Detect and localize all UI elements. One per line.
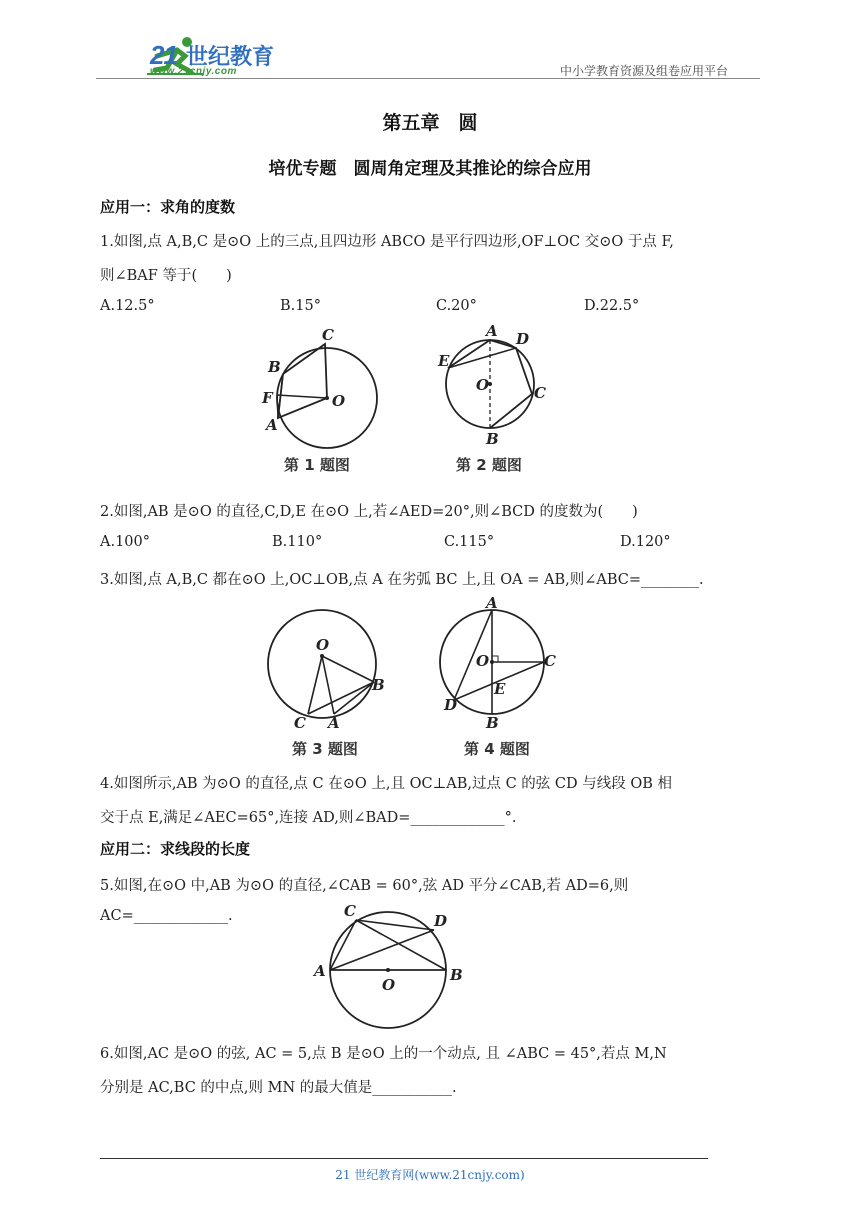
logo-number: 21: [150, 40, 177, 70]
figure-3-diagram: [262, 600, 392, 734]
question-4-line-1: 4.如图所示,AB 为⊙O 的直径,点 C 在⊙O 上,且 OC⊥AB,过点 C 的弦 CD 与线段 OB 相: [100, 776, 672, 792]
figure-1-caption: 第 1 题图: [284, 456, 350, 474]
question-6-line-2: 分别是 AC,BC 的中点,则 MN 的最大值是___________.: [100, 1080, 457, 1096]
figure-4-label-a: A: [486, 596, 498, 612]
section-heading-lengths: 应用二：求线段的长度: [100, 840, 251, 858]
figure-3-caption: 第 3 题图: [292, 740, 358, 758]
question-2-option-c: C.115°: [444, 534, 495, 550]
figure-5-label-b: B: [450, 966, 463, 984]
question-5-line-1: 5.如图,在⊙O 中,AB 为⊙O 的直径,∠CAB = 60°,弦 AD 平分∠CAB,若 AD=6,则: [100, 878, 629, 894]
figure-4-diagram: [436, 596, 566, 734]
logo-text: 世纪教育: [186, 45, 275, 70]
figure-1-label-f: F: [262, 389, 273, 407]
footer-link[interactable]: 21 世纪教育网(www.21cnjy.com): [335, 1168, 525, 1182]
question-1-line-2: 则∠BAF 等于( ): [100, 268, 232, 284]
question-3-line-1: 3.如图,点 A,B,C 都在⊙O 上,OC⊥OB,点 A 在劣弧 BC 上,且 OA = AB,则∠ABC=________.: [100, 572, 704, 588]
question-2-option-d: D.120°: [620, 534, 671, 550]
figure-2-diagram: [432, 322, 562, 450]
figure-5-label-c: C: [344, 902, 356, 920]
figure-4-label-b: B: [486, 714, 499, 732]
question-2-line-1: 2.如图,AB 是⊙O 的直径,C,D,E 在⊙O 上,若∠AED=20°,则∠BCD 的度数为( ): [100, 504, 638, 520]
logo-url: www.21cnjy.com: [150, 66, 237, 77]
chapter-title: 第五章 圆: [382, 112, 478, 134]
question-2-option-b: B.110°: [272, 534, 323, 550]
figure-2-label-b: B: [486, 430, 499, 448]
question-2-option-a: A.100°: [100, 534, 151, 550]
figure-1-label-b: B: [268, 358, 281, 376]
question-5-line-2: AC=_____________.: [100, 908, 233, 924]
figure-2-label-d: D: [516, 330, 530, 348]
figure-2-label-a: A: [486, 322, 498, 340]
figure-3-label-o: O: [316, 636, 330, 654]
figure-2-caption: 第 2 题图: [456, 456, 522, 474]
figure-5-label-a: A: [314, 962, 326, 980]
figure-3-label-c: C: [294, 714, 306, 732]
figure-1-diagram: [250, 322, 390, 450]
figure-4-label-o: O: [476, 652, 490, 670]
figure-4-label-c: C: [544, 652, 556, 670]
question-1-option-c: C.20°: [436, 298, 477, 314]
question-6-line-1: 6.如图,AC 是⊙O 的弦, AC = 5,点 B 是⊙O 上的一个动点, 且 ∠ABC = 45°,若点 M,N: [100, 1046, 667, 1062]
figure-5-label-d: D: [434, 912, 448, 930]
question-1-option-a: A.12.5°: [100, 298, 155, 314]
figure-3-label-b: B: [372, 676, 385, 694]
page-subtitle: 培优专题 圆周角定理及其推论的综合应用: [268, 159, 592, 179]
footer-divider: [100, 1158, 708, 1159]
figure-1-label-c: C: [322, 326, 334, 344]
figure-2-label-o: O: [476, 376, 490, 394]
question-4-line-2: 交于点 E,满足∠AEC=65°,连接 AD,则∠BAD=_____________°.: [100, 810, 517, 826]
figure-1-label-a: A: [266, 416, 278, 434]
figure-5-diagram: [308, 898, 468, 1030]
figure-4-label-d: D: [444, 696, 458, 714]
figure-1-label-o: O: [332, 392, 346, 410]
figure-4-caption: 第 4 题图: [464, 740, 530, 758]
question-1-line-1: 1.如图,点 A,B,C 是⊙O 上的三点,且四边形 ABCO 是平行四边形,OF⊥OC 交⊙O 于点 F,: [100, 234, 674, 250]
question-1-option-b: B.15°: [280, 298, 321, 314]
section-heading-angles: 应用一：求角的度数: [100, 198, 236, 216]
question-1-option-d: D.22.5°: [584, 298, 640, 314]
figure-4-label-e: E: [494, 680, 506, 698]
figure-2-label-c: C: [534, 384, 546, 402]
header-divider: [96, 78, 760, 79]
figure-3-label-a: A: [328, 714, 340, 732]
header-platform-text: 中小学教育资源及组卷应用平台: [560, 64, 729, 78]
figure-2-label-e: E: [438, 352, 450, 370]
figure-5-label-o: O: [382, 976, 396, 994]
